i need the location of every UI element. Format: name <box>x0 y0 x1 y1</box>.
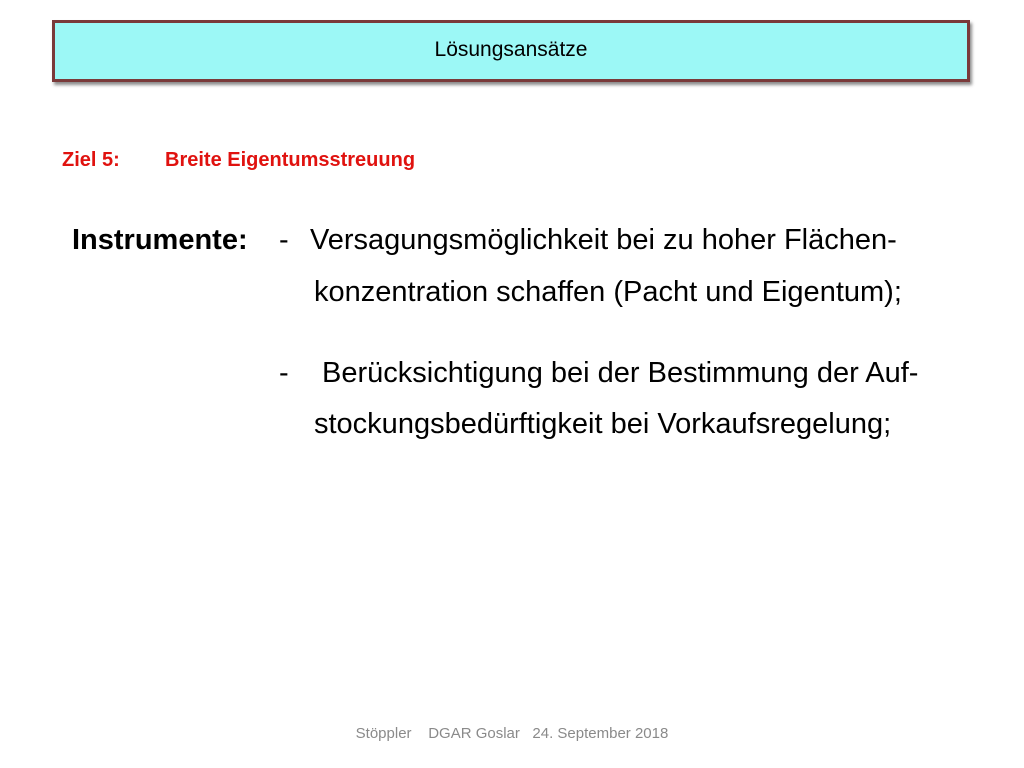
bullet-dash-2: - <box>279 357 289 389</box>
title-banner <box>52 20 970 82</box>
bullet-2-line-1: Berücksichtigung bei der Bestimmung der Auf- <box>322 357 919 389</box>
bullet-1-line-2: konzentration schaffen (Pacht und Eigentum); <box>314 276 902 308</box>
bullet-2-line-2: stockungsbedürftigkeit bei Vorkaufsregelung; <box>314 408 892 440</box>
goal-label: Ziel 5: <box>62 149 120 171</box>
slide-title: Lösungsansätze <box>434 38 588 61</box>
instruments-label: Instrumente: <box>72 224 248 256</box>
goal-value: Breite Eigentumsstreuung <box>165 149 416 171</box>
bullet-dash-1: - <box>279 224 289 256</box>
bullet-1-line-1: Versagungsmöglichkeit bei zu hoher Flächen- <box>310 224 897 256</box>
slide-footer: Stöppler DGAR Goslar 24. September 2018 <box>355 725 669 742</box>
